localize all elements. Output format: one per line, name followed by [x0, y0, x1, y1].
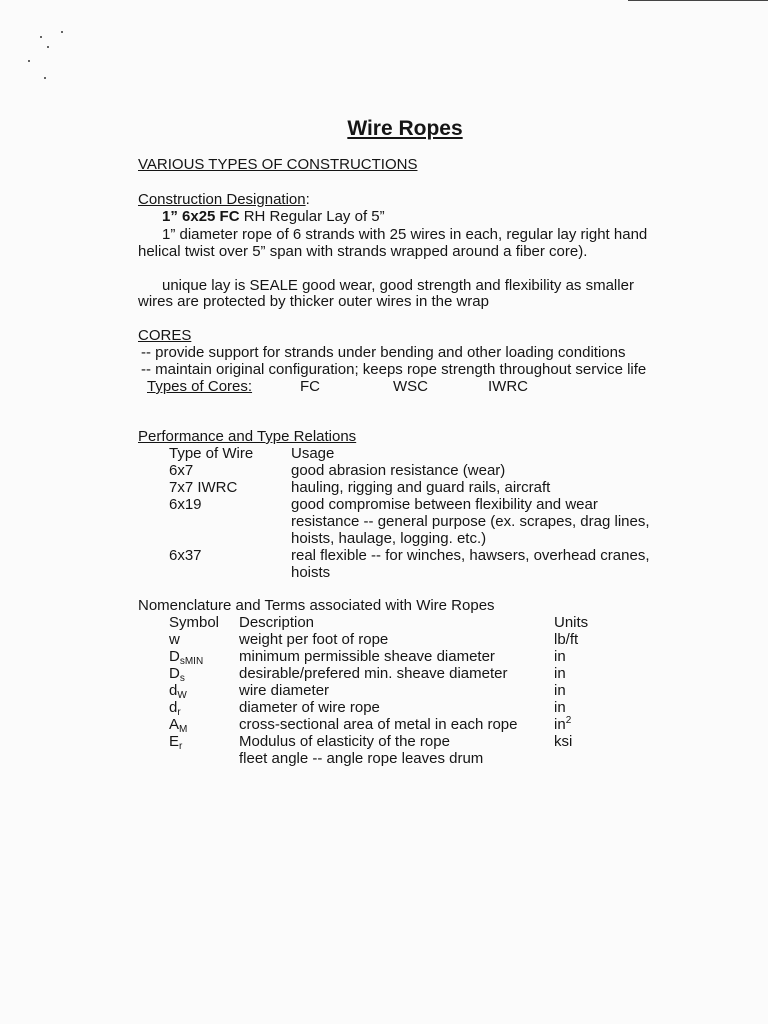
wire-usage: resistance -- general purpose (ex. scrapes, drag lines,	[291, 513, 650, 530]
symbol: w	[169, 631, 180, 648]
wire-usage: good abrasion resistance (wear)	[291, 462, 506, 479]
cores-heading: CORES	[138, 327, 192, 344]
wire-usage: real flexible -- for winches, hawsers, overhead cranes,	[291, 547, 650, 564]
designation-bold: 1” 6x25 FC	[162, 208, 240, 225]
symbol: $D_{sMIN}$	[169, 648, 204, 667]
nomenclature-heading: Nomenclature and Terms associated with Wire Ropes	[138, 597, 495, 614]
term-units: $in^2$	[554, 715, 572, 733]
wire-usage: hoists	[291, 564, 331, 581]
construction-label: Construction Designation	[138, 191, 306, 208]
column-header-symbol: Symbol	[169, 614, 220, 631]
core-types-label: Types of Cores:	[147, 378, 253, 395]
symbol: $A_M$	[169, 716, 188, 735]
column-header-units: Units	[554, 614, 589, 631]
cores-line: -- maintain original configuration; keeps rope strength throughout service life	[141, 361, 647, 378]
column-header-description: Description	[239, 614, 315, 631]
term-description: weight per foot of rope	[239, 631, 389, 648]
explanation-line: helical twist over 5” span with strands wrapped around a fiber core).	[138, 243, 588, 260]
wire-usage: hauling, rigging and guard rails, aircraft	[291, 479, 551, 496]
scan-edge-line	[628, 0, 768, 1]
core-type: FC	[300, 378, 320, 395]
wire-type: 6x19	[169, 496, 202, 513]
construction-designation	[162, 208, 385, 225]
explanation-line: 1” diameter rope of 6 strands with 25 wires in each, regular lay right hand	[162, 226, 648, 243]
wire-type: 6x7	[169, 462, 194, 479]
scan-speck	[44, 77, 46, 79]
cores-line: -- provide support for strands under bending and other loading conditions	[141, 344, 626, 361]
scan-speck	[61, 31, 63, 33]
column-header-type: Type of Wire	[169, 445, 254, 462]
symbol: $d_W$	[169, 682, 187, 701]
page-title: Wire Ropes	[347, 117, 463, 140]
core-type: WSC	[393, 378, 428, 395]
term-description: wire diameter	[239, 682, 330, 699]
wire-usage: good compromise between flexibility and wear	[291, 496, 598, 513]
symbol: $E_r$	[169, 733, 183, 752]
seale-line: unique lay is SEALE good wear, good strength and flexibility as smaller	[162, 277, 634, 294]
construction-label-line	[138, 191, 310, 208]
term-units: lb/ft	[554, 631, 579, 648]
term-description: fleet angle -- angle rope leaves drum	[239, 750, 484, 767]
designation-rest: RH Regular Lay of 5”	[239, 208, 385, 225]
term-units: in	[554, 648, 566, 665]
seale-line: wires are protected by thicker outer wires in the wrap	[138, 293, 489, 310]
construction-label-colon: :	[305, 191, 310, 208]
term-units: in	[554, 699, 566, 716]
wire-type: 7x7 IWRC	[169, 479, 238, 496]
symbol: $D_s$	[169, 665, 185, 684]
column-header-usage: Usage	[291, 445, 335, 462]
scan-speck	[40, 36, 42, 38]
term-description: minimum permissible sheave diameter	[239, 648, 495, 665]
core-type: IWRC	[488, 378, 528, 395]
term-description: diameter of wire rope	[239, 699, 380, 716]
symbol: $d_r$	[169, 699, 181, 718]
scan-speck	[47, 46, 49, 48]
term-units: ksi	[554, 733, 573, 750]
term-units: in	[554, 682, 566, 699]
wire-usage: hoists, haulage, logging. etc.)	[291, 530, 487, 547]
section-heading: VARIOUS TYPES OF CONSTRUCTIONS	[138, 156, 418, 173]
performance-heading: Performance and Type Relations	[138, 428, 357, 445]
wire-type: 6x37	[169, 547, 202, 564]
term-units: in	[554, 665, 566, 682]
term-description: cross-sectional area of metal in each rope	[239, 716, 518, 733]
term-description: Modulus of elasticity of the rope	[239, 733, 450, 750]
scan-speck	[28, 60, 30, 62]
term-description: desirable/prefered min. sheave diameter	[239, 665, 508, 682]
